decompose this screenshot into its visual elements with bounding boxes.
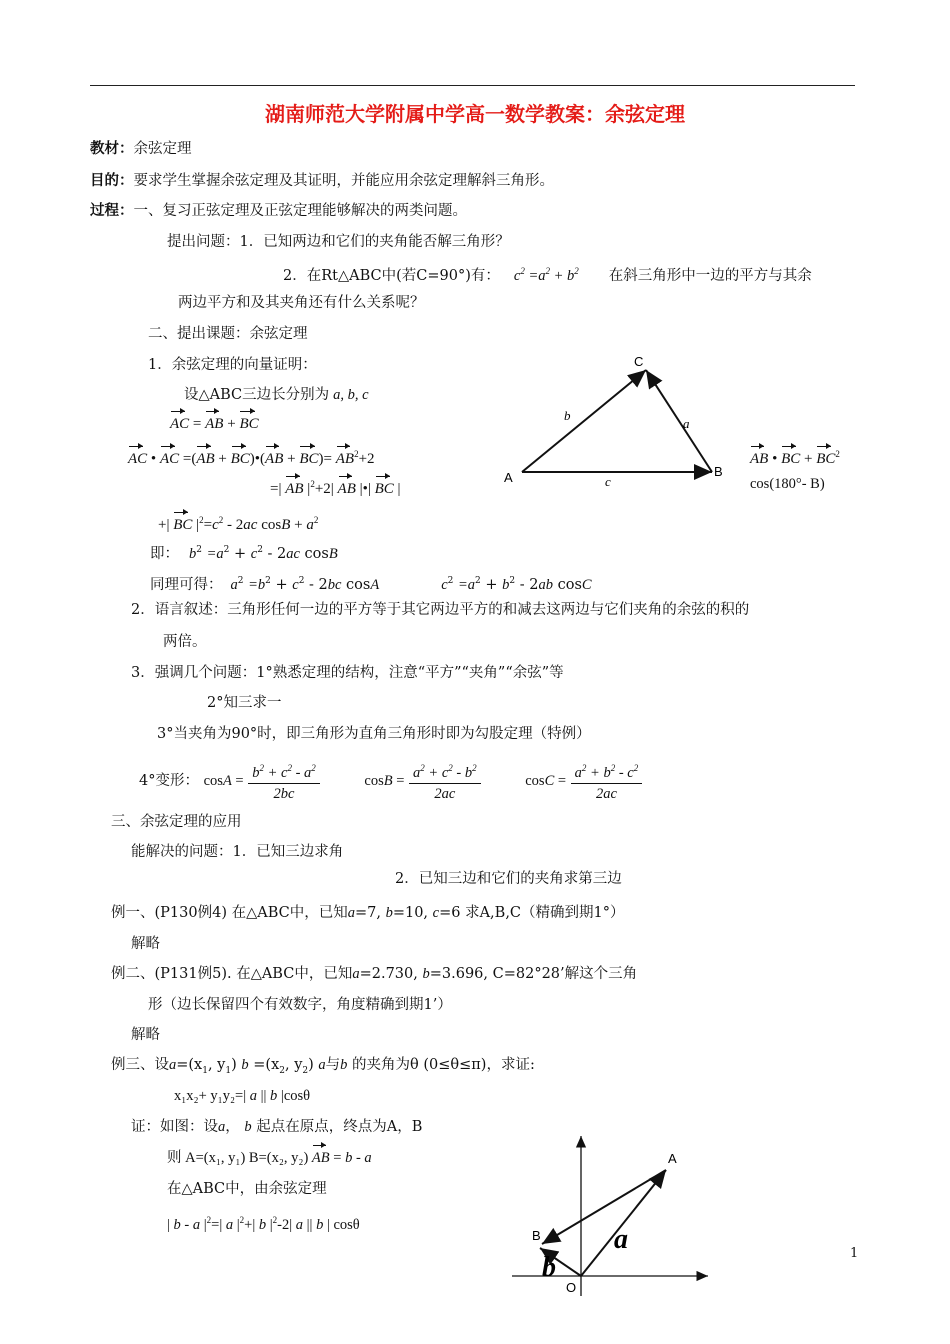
label-b-fig: b [542, 1252, 556, 1283]
label-B: B [714, 464, 723, 479]
proof-points: 则 A=(x₁, y₁) B=(x₂, y₂) AB = b - a [167, 1150, 372, 1166]
vector-eq-2: AC • AC =(AB + BC)•(AB + $BC)= AB^2+2$ [128, 449, 375, 467]
goal-line [90, 171, 554, 191]
proof-intro-text: 证：如图：设 [131, 1119, 218, 1135]
example-3-claim: 的夹角为θ (0≤θ≤π)，求证: [352, 1057, 535, 1073]
vector-eq-3: =| AB $|^2+2|$ AB |•| BC | [270, 479, 401, 497]
process-line [90, 201, 467, 221]
example-2-angle: C=82°28’解这个三角 [492, 966, 638, 982]
cosA-fraction: $\frac{b^2 + c^2 - a^2}{2bc}$ [248, 758, 320, 804]
result-line: 即： $b^2 =a^2 + c^2 - 2ac$ cosB [150, 545, 338, 562]
goal-text: 要求学生掌握余弦定理及其证明，并能应用余弦定理解斜三角形。 [133, 173, 554, 189]
proof-points-text: 则 A=(x₁, y₁) B=(x₂, y₂) [167, 1150, 309, 1166]
material-label: 教材： [90, 140, 134, 157]
material-line [90, 139, 192, 159]
proof-setup [184, 385, 369, 405]
label-a: a [683, 416, 690, 431]
section-2-heading: 二、提出课题：余弦定理 [148, 326, 308, 342]
emphasis-4-label: 4°变形： [139, 772, 199, 789]
question-2 [283, 261, 812, 286]
vector-eq-1: AC = AB + BC [170, 416, 259, 432]
application-2: 2．已知三边和它们的夹角求第三边 [395, 871, 622, 887]
example-2-text: 例二、(P131例5). 在△ABC中，已知 [111, 966, 353, 982]
page-title: 湖南师范大学附属中学高一数学教案：余弦定理 [265, 102, 685, 126]
question-2-cont: 在斜三角形中一边的平方与其余 [608, 267, 812, 284]
example-3-text: 例三、设 [111, 1057, 169, 1073]
vector-a [646, 370, 712, 472]
label-B-fig: B [532, 1228, 541, 1243]
similarly-label: 同理可得： [150, 576, 223, 593]
label-A: A [504, 470, 513, 485]
cosC-fraction: $\frac{a^2 + b^2 - c^2}{2ac}$ [571, 758, 643, 804]
similar-line: 同理可得： $a^2 =b^2 + c^2 - 2bc$ cosA $c^2 =a^2 + b^2 - 2ab$ cosC [150, 576, 592, 593]
top-rule [90, 85, 855, 86]
verbal-line [131, 600, 749, 620]
side-vars: a, b, c [333, 387, 369, 403]
question-1: 提出问题：1．已知两边和它们的夹角能否解三角形？ [167, 234, 510, 250]
goal-label: 目的： [90, 172, 134, 189]
label-a-fig: a [614, 1224, 628, 1255]
example-1: 例一、(P130例4) 在△ABC中，已知a=7, b=10, c=6 求A,B,C（精确到期1°） [111, 905, 625, 921]
emphasis-2: 2°知三求一 [207, 695, 282, 711]
section-3-heading: 三、余弦定理的应用 [111, 814, 242, 830]
eq3-prefix: =| [270, 481, 282, 497]
emphasis-4: 4°变形： cosA = $\frac{b^2 + c^2 - a^2}{2bc}$ cosB = $\frac{a^2 + c^2 - b^2}{2ac}$ cosC = $\frac{a^2 + b^2 - c^2}{2ac}$ [139, 758, 642, 806]
question-2-text: 2．在Rt△ABC中(若C=90°)有： [283, 267, 500, 284]
process-text: 一、复习正弦定理及正弦定理能够解决的两类问题。 [133, 203, 467, 219]
cosB-fraction: $\frac{a^2 + c^2 - b^2}{2ac}$ [409, 758, 481, 804]
vector-ab-fig [542, 1170, 666, 1244]
label-O-fig: O [566, 1280, 577, 1295]
vector-proof-heading: 1．余弦定理的向量证明： [148, 357, 317, 373]
label-A-fig: A [668, 1151, 677, 1166]
emphasis-1: 3．强调几个问题：1°熟悉定理的结构，注意“平方”“夹角”“余弦”等 [131, 665, 564, 681]
coordinate-figure [508, 1130, 718, 1300]
proof-intro: 证：如图：设a， b 起点在原点，终点为A，B [131, 1119, 423, 1135]
example-2-solution: 解略 [131, 1027, 160, 1043]
vector-eq-4: +| BC $|^2=c^2 - 2ac$ $\cos B + a^2$ [158, 515, 319, 533]
proof-law: 在△ABC中，由余弦定理 [167, 1181, 327, 1197]
vector-a-fig [581, 1170, 666, 1276]
example-3-equation: x₁x₂+ y₁y₂=| a || b |cosθ [174, 1088, 311, 1104]
example-1-text: 例一、(P130例4) 在△ABC中，已知 [111, 905, 348, 921]
pythagorean-formula: $c^2 =a^2 + b^2$ [513, 266, 579, 284]
verbal-text: 三角形任何一边的平方等于其它两边平方的和减去这两边与它们夹角的余弦的积的 [227, 602, 750, 618]
proof-intro-text-2: 起点在原点，终点为A，B [256, 1119, 423, 1135]
example-3-and: 与 [325, 1057, 341, 1073]
ji-label: 即： [150, 545, 179, 562]
proof-final-eq: | b - a $|^2=|$ a $|^2+|$ b $|^2-2|$ a || b | cosθ [167, 1215, 360, 1233]
side-note-cos: cos(180°- B) [750, 476, 825, 492]
label-c: c [605, 474, 611, 489]
verbal-num: 2．语言叙述： [131, 602, 228, 618]
label-C: C [634, 354, 644, 369]
triangle-figure [490, 350, 740, 500]
proof-setup-text: 设△ABC三边长分别为 [184, 387, 330, 403]
verbal-line-2: 两倍。 [163, 634, 207, 650]
example-3: 例三、设$a=(x_1$, $y_1$) $b =(x_2$, $y_2$) a与b 的夹角为θ (0≤θ≤π)，求证: [111, 1057, 535, 1076]
example-3-eq-prefix: x₁x₂+ y₁y₂=| [174, 1088, 247, 1104]
material-text: 余弦定理 [133, 141, 192, 157]
emphasis-3: 3°当夹角为90°时，即三角形为直角三角形时即为勾股定理（特例） [157, 726, 591, 742]
question-2-end: 两边平方和及其夹角还有什么关系呢？ [178, 295, 425, 311]
example-1-task: 求A,B,C（精确到期1°） [465, 905, 625, 921]
label-b: b [564, 408, 571, 423]
side-note-vectors: AB • BC + $BC^2$ [750, 449, 840, 467]
process-label: 过程： [90, 202, 134, 219]
example-2-note: 形（边长保留四个有效数字，角度精确到期1’） [148, 997, 452, 1013]
page-number: 1 [850, 1246, 859, 1261]
application-1: 能解决的问题：1．已知三边求角 [131, 844, 344, 860]
vector-b [522, 370, 646, 472]
example-2: 例二、(P131例5). 在△ABC中，已知a=2.730, b=3.696, C=82°28’解这个三角 [111, 966, 638, 982]
example-1-solution: 解略 [131, 936, 160, 952]
